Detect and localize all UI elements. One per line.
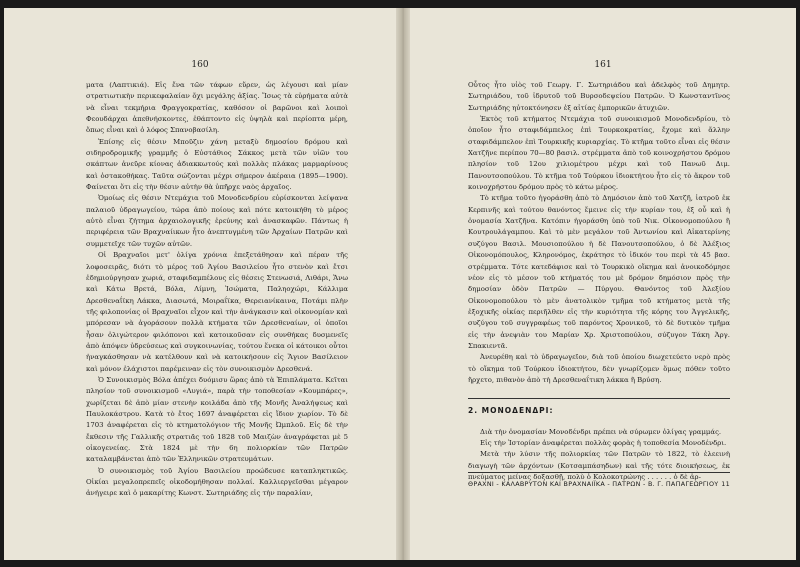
right-page <box>410 8 796 560</box>
page-number: 160 <box>191 60 209 70</box>
page-body <box>468 80 730 483</box>
page-number: 161 <box>594 60 612 70</box>
paragraph: Μετὰ τὴν λύσιν τῆς πολιορκίας τῶν Πατρῶν τὸ 1822, τὸ ἑλεεινὴ διαγωγὴ τῶν ἀρχόντων (Κοτσαμπάσηδων) καὶ τῆς τότε διοικήσεως, ἐκ πνεύματος μείνας δοξασθῇ, πολὺ ὁ Κολοκοτρώνης . . . . . . ὁ δὲ ἀρ- <box>468 450 730 481</box>
paragraph: Ὁμοίως εἰς θέσιν Ντεμάχια τοῦ Μονοδενδρίου εὑρίσκονται λείψανα παλαιοῦ ὑδραγωγείου, τώρα ἀπὸ ποίους καὶ πότε κατοικήθη τὸ μέρος αὐτὸ εἶναι ζήτημα ἀρχαιολογικῆς ἐρεύνης καὶ ἀνασκαφῶν. Πάντως ἡ περιφέρεια τῶν Βραχναίικων ἦτο ἀνεπτυγμένη τῶν Ἀρχαίων Πατρῶν καὶ συμμετεῖχε τῶν τυχῶν αὐτῶν. <box>86 194 348 248</box>
book-gutter <box>396 8 410 560</box>
paragraph: ματα (Λαπτικιά). Εἰς ἕνα τῶν τάφων εὕρεν, ὡς λέγουσι καὶ μίαν στρατιωτικὴν περικεφαλαίαν ὄχι μεγάλης ἀξίας. Ἴσως τὰ εὑρήματα αὐτὰ νὰ εἶναι τεκμήρια Φραγγοκρατίας, καθόσον οἱ βαρῶνοι καὶ λοιποὶ Φεουδάρχαι ἀπεθνήσκοντες, ἐθάπτοντο εἰς ὑψηλὰ καὶ περίοπτα μέρη, ὅπως εἶναι καὶ ὁ λόφος Σπανοβασίλη. <box>86 81 348 135</box>
section-heading: 2. ΜΟΝΟΔΕΝΔΡΙ: <box>468 398 730 416</box>
left-page <box>4 8 396 560</box>
paragraph: Ὁ Συνοικισμὸς Βόλα ἀπέχει δυόμισυ ὥρας ἀπὸ τὰ Ἐπιπλάματα. Κεῖται πλησίον τοῦ συνοικισμοῦ «Λυγιά», παρὰ τὴν τοποθεσίαν «Κουμπάρες», χωρίζεται δὲ ἀπὸ μίαν στενὴν κοιλάδα ἀπὸ τῆς Μονῆς Ἀναλήψεως καὶ Παυλοκάστρου. Κατὰ τὸ ἔτος 1697 ἀναφέρεται εἰς ἴδιον χωρίον. Τὸ δὲ 1703 ἀναφέρεται εἰς τὸ κτηματολόγιον τῆς Μονῆς Ὠμπλοῦ. Εἰς δὲ τὴν ἔκθεσιν τῆς Γαλλικῆς στρατιᾶς τοῦ 1828 τοῦ Μαιζὼν ἀναγράφεται μὲ 5 οἰκογενείας. Στὰ 1824 μὲ τὴν 6η πολιορκίαν τῶν Πατρῶν καταλαμβάνεται ἀπὸ τῶν Ἑλληνικῶν στρατευμάτων. <box>86 375 348 464</box>
page-body <box>86 80 348 500</box>
paragraph: Τὸ κτῆμα τοῦτο ἠγοράσθη ἀπὸ τὸ Δημόσιον ἀπὸ τοῦ Χατζῆ, ἰατροῦ ἐκ Κερπινῆς καὶ τούτου θανόντος ἔμεινε εἰς τὴν κυρίαν του, ἐξ οὗ καὶ ἡ ὀνομασία Χατζῆνα. Κατόπιν ἠγοράσθη ὑπὸ τοῦ Νικ. Οἰκονομοπούλου ἢ Κουτρουλάγαμπου. Καὶ τὸ μὲν μεγάλον τοῦ Ἀντωνίου καὶ Αἰκατερίνης συζύγου Βασιλ. Μουσιοπούλου ἡ δὲ Πανουτσοπούλου, ὁ δὲ Ἀλέξιος Οἰκονομόπουλος, Κληρονόμος, ἐκράτησε τὸ ἰδικόν του περὶ τὰ 45 βασ. στρέμματα. Τότε κατεδάφισε καὶ τὸ Τουρκικὸ οἴκημα καὶ ἀνοικοδόμησε νέον εἰς τὸ μέσον τοῦ κτήματός του μὲ δρόμον δημόσιον πρὸς τὴν δημοσίαν ὁδὸν Πατρῶν — Πύργου. Θανόντος τοῦ Ἀλεξίου Οἰκονομοπούλου τὸ μὲν ἀνατολικὸν τμῆμα τοῦ κτήματος μετὰ τῆς ἐξοχικῆς οἰκίας περιῆλθεν εἰς τὴν κυριότητα τῆς κόρης του Ἀγγελικῆς, συζύγου τοῦ συγγραφέως τοῦ παρόντος Χρονικοῦ, τὸ δὲ δυτικὸν τμῆμα εἰς τὴν ἀνεψιὰν του Μαρίαν Χρ. Χριστοπούλου, σύζυγον Τάκη Ἀργ. Σπακιεντᾶ. <box>468 194 730 350</box>
signature-mark: 11 <box>721 480 730 488</box>
paragraph: Ἀνευρέθη καὶ τὸ ὑδραγωγεῖον, διὰ τοῦ ὁποίου διωχετεύετο νερὸ πρὸς τὸ οἴκημα τοῦ Τούρκου ἰδιοκτήτου, δὲν γνωρίζομεν ὅμως πόθεν τοῦτο ἤρχετο, πιθανὸν ἀπὸ τὴ Δρεσθεναΐτικη λάκκα ἢ Βρύση. <box>468 353 730 384</box>
paragraph: Διὰ τὴν ὀνομασίαν Μονοδένδρι πρέπει νὰ σύρωμεν ὀλίγας γραμμάς. <box>480 427 722 436</box>
paragraph: Ἐπίσης εἰς θέσιν Μποῦζιν χάνη μεταξὺ δημοσίου δρόμου καὶ σιδηροδρομικῆς γραμμῆς ὁ Εὐστάθιος Σάκκος μετὰ τῶν υἱῶν του σκάπτων ἀνεῦρε κίονας ἀδιακκωτούς καὶ πολλὰς πλάκας μαρμαρίνους καὶ ὀστακοθήκας. Ταῦτα σώζονται μέχρι σήμερον ἀκέραια (1895—1900). Φαίνεται ὅτι εἰς τὴν θέσιν αὐτὴν θὰ ὑπῆρχε ναὸς ἀρχαῖος. <box>86 137 348 192</box>
paragraph: Εἰς τὴν Ἱστορίαν ἀναφέρεται πολλὰς φορὰς ἡ τοποθεσία Μονοδένδρι. <box>480 438 727 447</box>
paragraph: Οὗτος ἦτο υἱὸς τοῦ Γεωργ. Γ. Σωτηριάδου καὶ ἀδελφὸς τοῦ Δημητρ. Σωτηριάδου, τοῦ ἱδρυτοῦ τοῦ Βυρσοδεψείου Πατρῶν. Ὁ Κωνσταντῖνος Σωτηριάδης ηὐτοκτόνησεν ἐξ αἰτίας ἐμπορικῶν ἀτυχιῶν. <box>468 81 730 112</box>
footer-rule <box>468 472 730 473</box>
running-footer-title: ΘΡΑΧΝΙ - ΚΑΛΑΒΡΥΤΟΝ ΚΑΙ ΒΡΑΧΝΑΙΪΚΑ - ΠΑΤΡΩΝ - Β. Γ. ΠΑΠΑΓΕΩΡΓΙΟΥ <box>468 480 719 488</box>
running-footer <box>468 480 730 488</box>
paragraph: Οἱ Βραχναῖοι μετ' ὀλίγα χρόνια ἐπεξετάθησαν καὶ πέραν τῆς λοφοσειρᾶς, διότι τὸ μέρος τοῦ Ἁγίου Βασιλείου ἦτο στενὸν καὶ ἔτσι ἐδημιούργησαν χωριά, σταφιδαμπέλους εἰς θέσεις Στενωσιά, Λιθάρι, Ἄνω καὶ Κάτω Βρετά, Βόλα, Λίμνη, Ἰσώματα, Παληοχώρι, Κάλλιμα Δρεσθεναΐϊκη Λάκκα, Διασωτά, Μοιραΐϊκα, Θερειανίκαινα, Ποτάμι πλὴν τῆς φιλοπονίας οἱ Βραχναῖοι εἶχον καὶ τὴν ἀνάγκασιν καὶ οἰκονομίαν καὶ μπόρεσαν νὰ ἀγοράσουν πολλὰ κτήματα τῶν Δρεσθεναίων, οἱ ὁποῖοι ἦσαν ὀλιγώτερον φιλόπονοι καὶ κατοικοῦσαν εἰς συνθήκας δυσμενεῖς ἀπὸ ἀπόψεν ὑδρεύσεως καὶ συγκοινωνίας, τούτου ἕνεκα οἱ κάτοικοι οὗτοι ἠναγκάσθησαν νὰ κατέλθουν καὶ νὰ κατοικήσουν εἰς Ἅγιον Βασίλειον καὶ μόνον ἐλάχιστοι παρέμειναν εἰς τὸν συνοικισμὸν Δρεσθενά. <box>86 251 349 373</box>
paragraph: Ὁ συνοικισμὸς τοῦ Ἁγίου Βασιλείου προώδευσε καταπληκτικῶς. Οἰκίαι μεγαλοπρεπεῖς οἰκοδομήθησαν πολλαί. Καλλιεργεῖσθαι μέγαρον ἀνήγειρε καὶ ὁ μακαρίτης Κωνστ. Σωτηριάδης εἰς τὴν παραλίαν, <box>86 466 348 498</box>
paragraph: Ἐκτὸς τοῦ κτήματος Ντεμάχια τοῦ συνοικισμοῦ Μονοδενδρίου, τὸ ὁποῖον ἦτο σταφιδάμπελος ἐπὶ Τουρκοκρατίας, ἔχομε καὶ ἄλλην σταφιδάμπελον ἐπὶ Τουρκικῆς κυριαρχίας. Τὸ κτῆμα τοῦτο εἶναι εἰς θέσιν Χατζῆνε περίπου 70—80 βασιλ. στρέμματα ἀπὸ τοῦ κοινοχρήστου δρόμου πλησίον τοῦ 12ου χιλιομέτρου μέχρι καὶ τοῦ Πανωῦ Διμ. Πανουτσοπούλου. Τὸ κτῆμα τοῦ Τούρκου ἰδιοκτήτου ἦτο εἰς τὸ ἄκρον τοῦ κοινοχρήστου δρόμου πρὸς τὸ κάτω μέρος. <box>468 115 730 192</box>
